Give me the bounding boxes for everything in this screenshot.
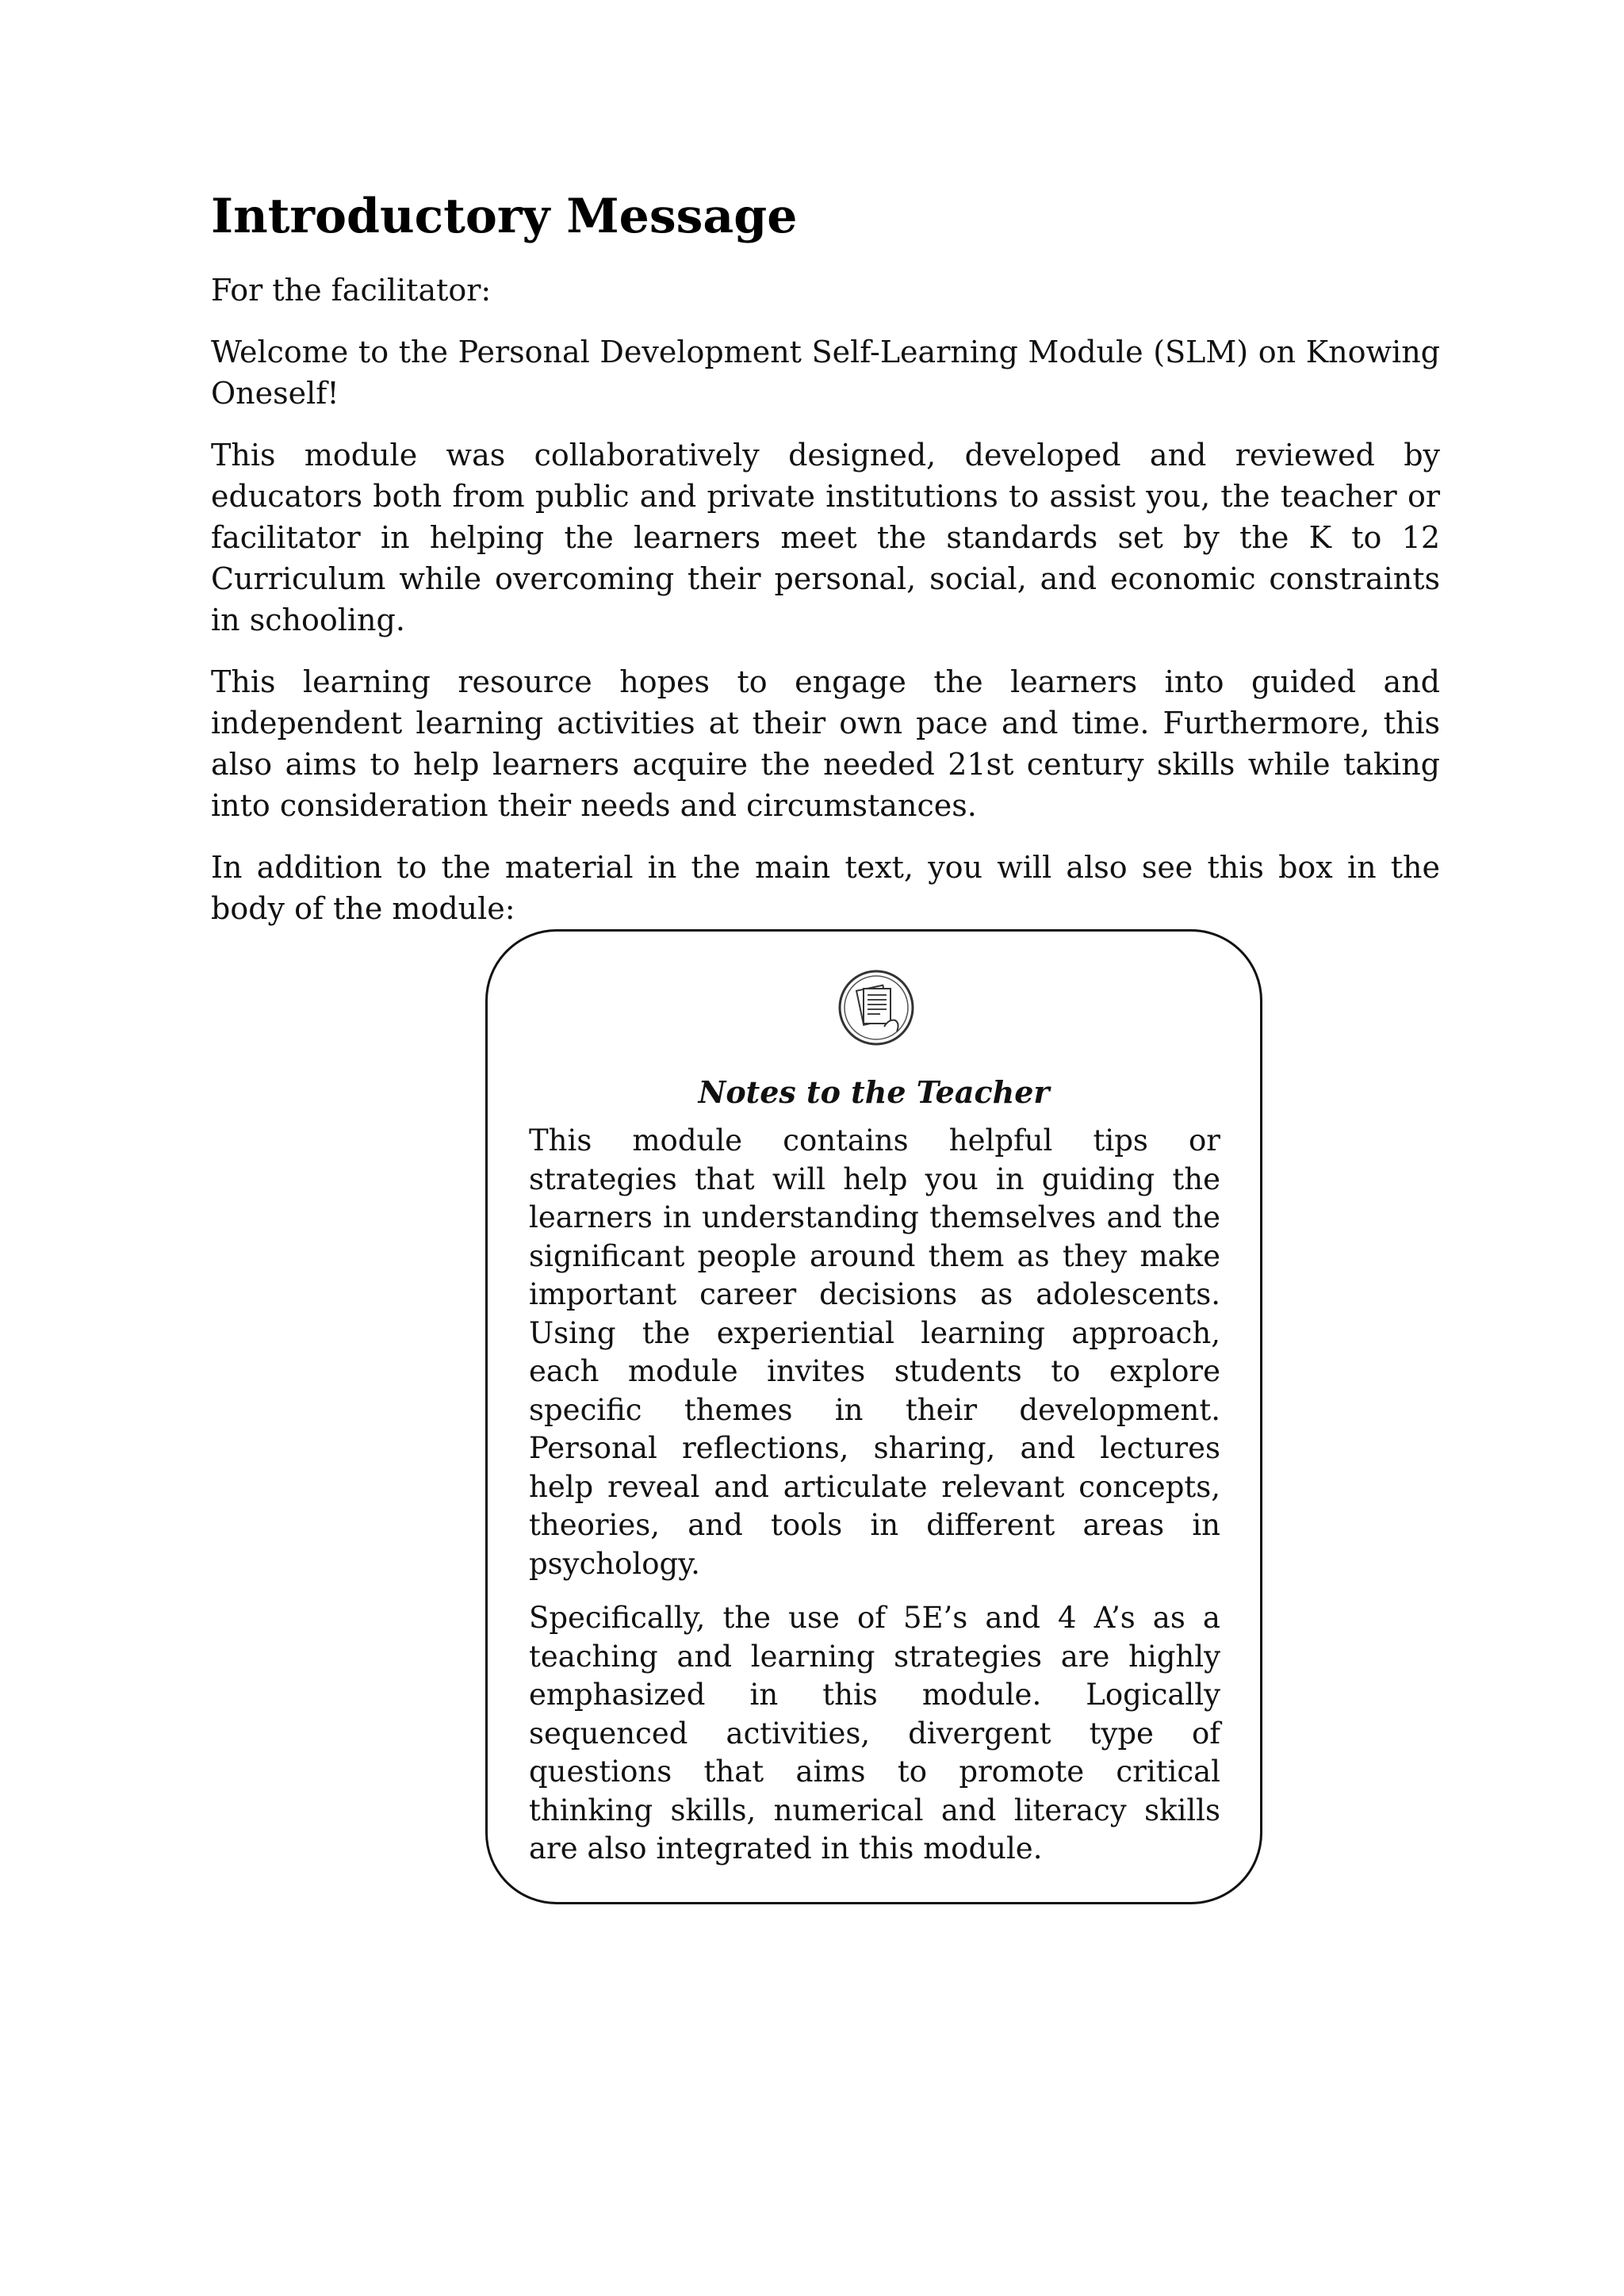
page-title: Introductory Message [211, 189, 798, 244]
notes-paragraph-1: This module contains helpful tips or strategies that will help you in guiding the learners in understanding themselves and the significant people around them as they make important career decisions as adolescents. Using the experiential learning approach, each module invites students to explore specific themes in their development. Personal reflections, sharing, and lectures help reveal and articulate relevant concepts, theories, and tools in different areas in psychology. [529, 1123, 1220, 1581]
notes-to-teacher-box [485, 929, 1262, 1904]
resource-paragraph: This learning resource hopes to engage the learners into guided and independent learning activities at their own pace and time. Furthermore, this also aims to help learners acquire the needed 21st century skills while taking into consideration their needs and circumstances. [211, 664, 1440, 823]
facilitator-line: For the facilitator: [211, 273, 492, 308]
welcome-paragraph: Welcome to the Personal Development Self-Learning Module (SLM) on Knowing Oneself! [211, 335, 1440, 411]
notes-pages-icon [837, 968, 916, 1047]
box-intro-paragraph: In addition to the material in the main text, you will also see this box in the body of the module: [211, 850, 1440, 926]
notes-paragraph-2: Specifically, the use of 5E’s and 4 A’s as a teaching and learning strategies are highly emphasized in this module. Logically sequenced activities, divergent type of questions that aims to promote critical thinking skills, numerical and literacy skills are also integrated in this module. [529, 1601, 1220, 1866]
main-content [211, 190, 1440, 950]
notes-body [529, 1122, 1220, 1885]
notes-title: Notes to the Teacher [698, 1074, 1050, 1110]
design-paragraph: This module was collaboratively designed, developed and reviewed by educators both from public and private institutions to assist you, the teacher or facilitator in helping the learners meet the standards set by the K to 12 Curriculum while overcoming their personal, social, and economic constraints in schooling. [211, 438, 1440, 637]
